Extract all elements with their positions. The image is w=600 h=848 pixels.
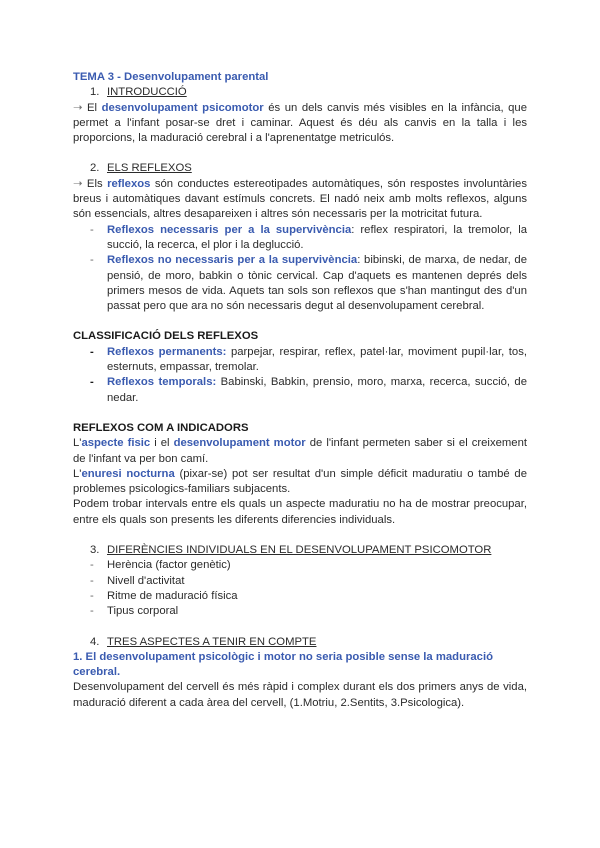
indicators-paragraph-3: Podem trobar intervals entre els quals un aspecte maduratiu no ha de mostrar preocupar, entre els quals son presents les diferents diferencies individuals. xyxy=(73,498,527,526)
section-number: 2. xyxy=(90,162,100,175)
section-title: ELS REFLEXOS xyxy=(107,162,192,175)
document-title: TEMA 3 - Desenvolupament parental xyxy=(73,71,269,83)
section-4-heading xyxy=(73,635,527,650)
section-2-heading xyxy=(73,161,527,176)
indicators-heading: REFLEXOS COM A INDICADORS xyxy=(73,421,249,434)
highlight-term: Reflexos necessaris per a la supervivència xyxy=(107,223,352,236)
list-item: - Reflexos necessaris per a la supervivència: reflex respiratori, la tremolor, la succió, la recerca, el plor i la deglucció. xyxy=(90,223,527,254)
highlight-term: Reflexos permanents: xyxy=(107,345,227,358)
highlight-term: desenvolupament psicomotor xyxy=(101,101,264,114)
list-item: - Nivell d'activitat xyxy=(90,574,527,589)
classification-list xyxy=(73,345,527,406)
section-title: DIFERÈNCIES INDIVIDUALS EN EL DESENVOLUPAMENT PSICOMOTOR xyxy=(107,544,492,557)
dash-marker: - xyxy=(90,589,94,602)
arrow-icon: ➝ xyxy=(73,101,83,114)
highlight-term: Reflexos no necessaris per a la supervivència xyxy=(107,254,358,267)
dash-marker: - xyxy=(90,574,94,587)
highlight-term: Reflexos temporals: xyxy=(107,376,217,389)
section-number: 4. xyxy=(90,635,100,648)
dash-marker: - xyxy=(90,376,94,389)
list-item: - Reflexos permanents: parpejar, respirar, reflex, patel·lar, moviment pupil·lar, tos, esternuts, empassar, tremolar. xyxy=(90,345,527,376)
brain-paragraph: Desenvolupament del cervell és més ràpid i complex durant els dos primers anys de vida, maduració diferent a cada àrea del cervell, (1.Motriu, 2.Sentits, 3.Psicologica). xyxy=(73,681,527,709)
subsection-heading: 1. El desenvolupament psicològic i motor no seria posible sense la maduració cerebral. xyxy=(73,650,493,679)
highlight-term: reflexos xyxy=(107,177,151,190)
list-item: - Ritme de maduració física xyxy=(90,589,527,604)
highlight-term: enuresi nocturna xyxy=(81,467,175,480)
section-1-heading xyxy=(73,85,527,100)
differences-list xyxy=(73,558,527,619)
list-item: - Herència (factor genètic) xyxy=(90,558,527,573)
arrow-icon: ➝ xyxy=(73,177,83,190)
document-content xyxy=(73,70,527,711)
section-number: 3. xyxy=(90,544,100,557)
section-title: TRES ASPECTES A TENIR EN COMPTE xyxy=(107,635,317,648)
reflexes-paragraph: ➝ Els reflexos són conductes estereotipades automàtiques, són respostes involuntàries breus i automàtiques davant estímuls concrets. El nadó neix amb molts reflexos, alguns són essencials, altres desapareixen i altres són necessaris per la motricitat futura. xyxy=(73,177,527,221)
highlight-term: aspecte fisic xyxy=(81,437,151,450)
section-title: INTRODUCCIÓ xyxy=(107,86,187,99)
dash-marker: - xyxy=(90,605,94,618)
dash-marker: - xyxy=(90,254,94,267)
section-number: 1. xyxy=(90,86,100,99)
classification-heading: CLASSIFICACIÓ DELS REFLEXOS xyxy=(73,330,259,343)
highlight-term: desenvolupament motor xyxy=(173,437,306,450)
list-item: - Reflexos temporals: Babinski, Babkin, prensio, moro, marxa, recerca, succió, de nedar. xyxy=(90,375,527,406)
section-3-heading xyxy=(73,543,527,558)
indicators-paragraph-1: L'aspecte fisic i el desenvolupament motor de l'infant permeten saber si el creixement de l'infant va per bon camí. xyxy=(73,437,527,465)
reflex-list xyxy=(73,223,527,315)
intro-paragraph: ➝ El desenvolupament psicomotor és un dels canvis més visibles en la infància, que permet a l'infant posar-se dret i caminar. Aquest és déu als canvis en la talla i les proporcions, la maduració cerebral i a l'aprenentatge metriculós. xyxy=(73,101,527,145)
dash-marker: - xyxy=(90,559,94,572)
indicators-paragraph-2: L'enuresi nocturna (pixar-se) pot ser resultat d'un simple déficit maduratiu o també de problemes psicologics-familiars subjacents. xyxy=(73,467,527,496)
list-item: - Tipus corporal xyxy=(90,604,527,619)
dash-marker: - xyxy=(90,223,94,236)
dash-marker: - xyxy=(90,345,94,358)
list-item: - Reflexos no necessaris per a la supervivència: bibinski, de marxa, de nedar, de pensió, de moro, babkin o tònic cervical. Cap d'aquets es mantenen deprés dels primers mesos de vida. Aquets tan sols son reflexos que s'han mantingut des d'un passat pero que ara no són necessaris degut al desenvolupament cerebral. xyxy=(90,253,527,314)
